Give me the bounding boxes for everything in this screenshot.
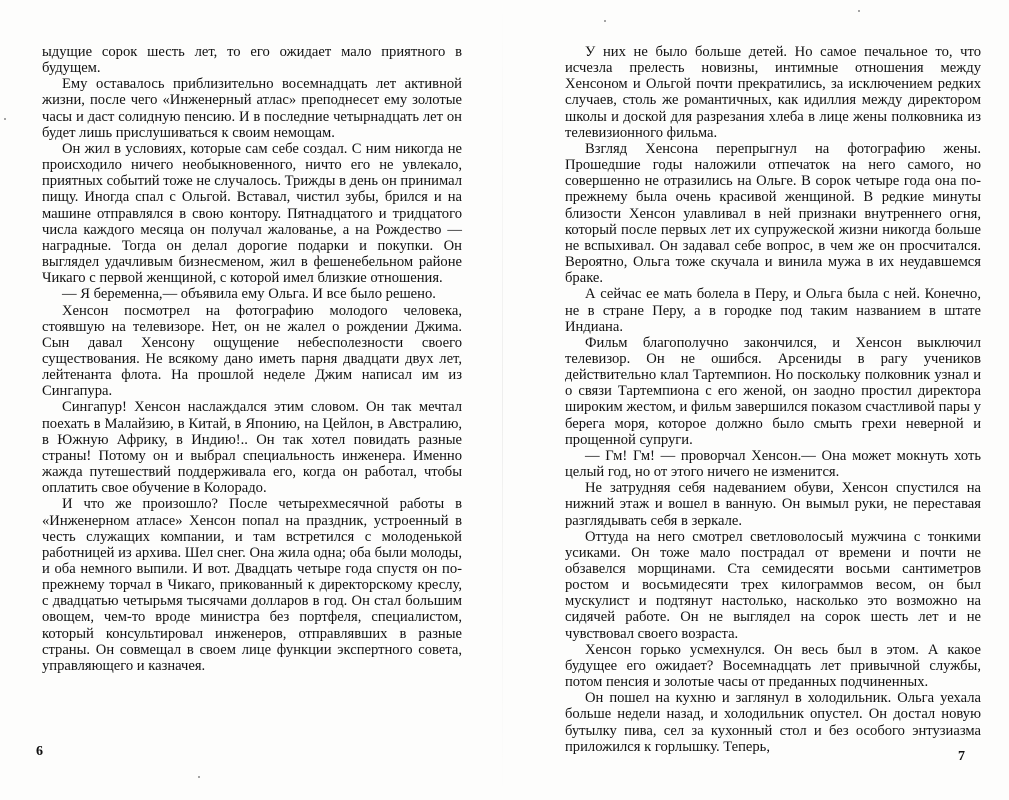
left-page <box>42 44 462 674</box>
paragraph: Ему оставалось приблизительно восемнадцать лет активной жизни, после чего «Инженерный атлас» преподнесет ему золотые часы и даст солидную пенсию. И в последние четырнадцать лет он будет лишь прислушиваться к своим немощам. <box>42 76 462 141</box>
book-gutter <box>502 0 503 800</box>
paragraph: — Гм! Гм! — проворчал Хенсон.— Она может мокнуть хоть целый год, но от этого ничего не изменится. <box>565 447 981 481</box>
left-page-number: 6 <box>36 744 43 759</box>
paragraph: Он жил в условиях, которые сам себе создал. С ним никогда не происходило ничего необыкновенного, ничто его не увлекало, приятных событий тоже не случалось. Трижды в день он принимал пищу. Иногда спал с Ольгой. Вставал, чистил зубы, брился и на машине отправлялся в свою контору. Пятнадцатого и тридцатого числа каждого месяца он получал жалованье, а на Рождество — наградные. Тогда он делал дорогие подарки и покупки. Он выглядел удачливым бизнесменом, жил в фешенебельном районе Чикаго с первой женщиной, с которой имел близкие отношения. <box>42 140 462 287</box>
paragraph: — Я беременна,— объявила ему Ольга. И все было решено. <box>62 286 436 303</box>
scan-speck <box>198 776 200 778</box>
paragraph: Хенсон посмотрел на фотографию молодого человека, стоявшую на телевизоре. Нет, он не жалел о рождении Джима. Сын давал Хенсону ощущение небесполезности своего существования. Не всякому дано иметь парня двадцати двух лет, лейтенанта флота. На прошлой неделе Джим написал им из Сингапура. <box>42 302 462 400</box>
scan-speck <box>858 10 860 12</box>
paragraph: Взгляд Хенсона перепрыгнул на фотографию жены. Прошедшие годы наложили отпечаток на него самого, но совершенно не отразились на Ольге. В сорок четыре года она по-прежнему была очень красивой женщиной. В редкие минуты близости Хенсон улавливал в ней признаки внутреннего огня, который после первых лет их супружеской жизни никогда больше не вспыхивал. Он задавал себе вопрос, в чем же он просчитался. Вероятно, Ольга тоже скучала и винила мужа в их неудавшемся браке. <box>565 140 981 287</box>
paragraph: Хенсон горько усмехнулся. Он весь был в этом. А какое будущее его ожидает? Восемнадцать лет привычной службы, потом пенсия и золотые часы от преданных подчиненных. <box>565 641 981 691</box>
right-page-number: 7 <box>958 749 965 764</box>
paragraph: Оттуда на него смотрел светловолосый мужчина с тонкими усиками. Он тоже мало пострадал от времени и почти не обзавелся морщинами. Ста семидесяти восьми сантиметров ростом и восьмидесяти трех килограммов весом, он был мускулист и подтянут настолько, насколько это возможно на сидячей работе. Он не выглядел на сорок шесть лет и не чувствовал своего возраста. <box>565 528 981 642</box>
paragraph: Не затрудняя себя надеванием обуви, Хенсон спустился на нижний этаж и вошел в ванную. Он вымыл руки, не переставая разглядывать себя в зеркале. <box>565 480 981 529</box>
paragraph: Он пошел на кухню и заглянул в холодильник. Ольга уехала больше недели назад, и холодильник опустел. Он достал новую бутылку пива, сел за кухонный стол и без особого энтузиазма приложился к горлышку. Теперь, <box>565 690 981 755</box>
paragraph: Сингапур! Хенсон наслаждался этим словом. Он так мечтал поехать в Малайзию, в Китай, в Японию, на Цейлон, в Австралию, в Южную Африку, в Индию!.. Он так хотел повидать разные страны! Потому он и выбрал специальность инженера. Именно жажда путешествий поддерживала его, когда он работал, чтобы оплатить свое обучение в Колорадо. <box>42 399 462 497</box>
paragraph: Фильм благополучно закончился, и Хенсон выключил телевизор. Он не ошибся. Арсениды в рагу учеников действительно клал Тартемпион. Но поскольку полковник узнал и о связи Тартемпиона с его женой, он заодно простил директора широким жестом, и фильм завершился показом счастливой пары у берега моря, которое должно было смыть грехи неверной и прощенной супруги. <box>565 334 981 448</box>
paragraph: И что же произошло? После четырехмесячной работы в «Инженерном атласе» Хенсон попал на праздник, устроенный в честь служащих компании, и там встретился с молоденькой работницей из архива. Шел снег. Она жила одна; оба были молоды, и оба немного выпили. И вот. Двадцать четыре года спустя он по-прежнему торчал в Чикаго, прикованный к директорскому креслу, с двадцатью четырьмя тысячами долларов в год. Он стал большим овощем, чем-то вроде министра без портфеля, специалистом, который консультировал инженеров, отправлявших в разные страны. Он совмещал в своем лице функции экспертного совета, управляющего и казначея. <box>42 496 462 674</box>
scan-speck <box>4 118 6 120</box>
scan-speck <box>604 20 606 22</box>
right-page <box>565 44 981 755</box>
paragraph: А сейчас ее мать болела в Перу, и Ольга была с ней. Конечно, не в стране Перу, а в городке под таким названием в штате Индиана. <box>565 286 981 335</box>
paragraph: ыдущие сорок шесть лет, то его ожидает мало приятного в будущем. <box>42 44 462 77</box>
paragraph: У них не было больше детей. Но самое печальное то, что исчезла прелесть новизны, интимные отношения между Хенсоном и Ольгой почти прекратились, за исключением редких случаев, столь же романтичных, как идиллия между директором школы и доской для разрезания хлеба в лице жены полковника из телевизионного фильма. <box>565 44 981 141</box>
